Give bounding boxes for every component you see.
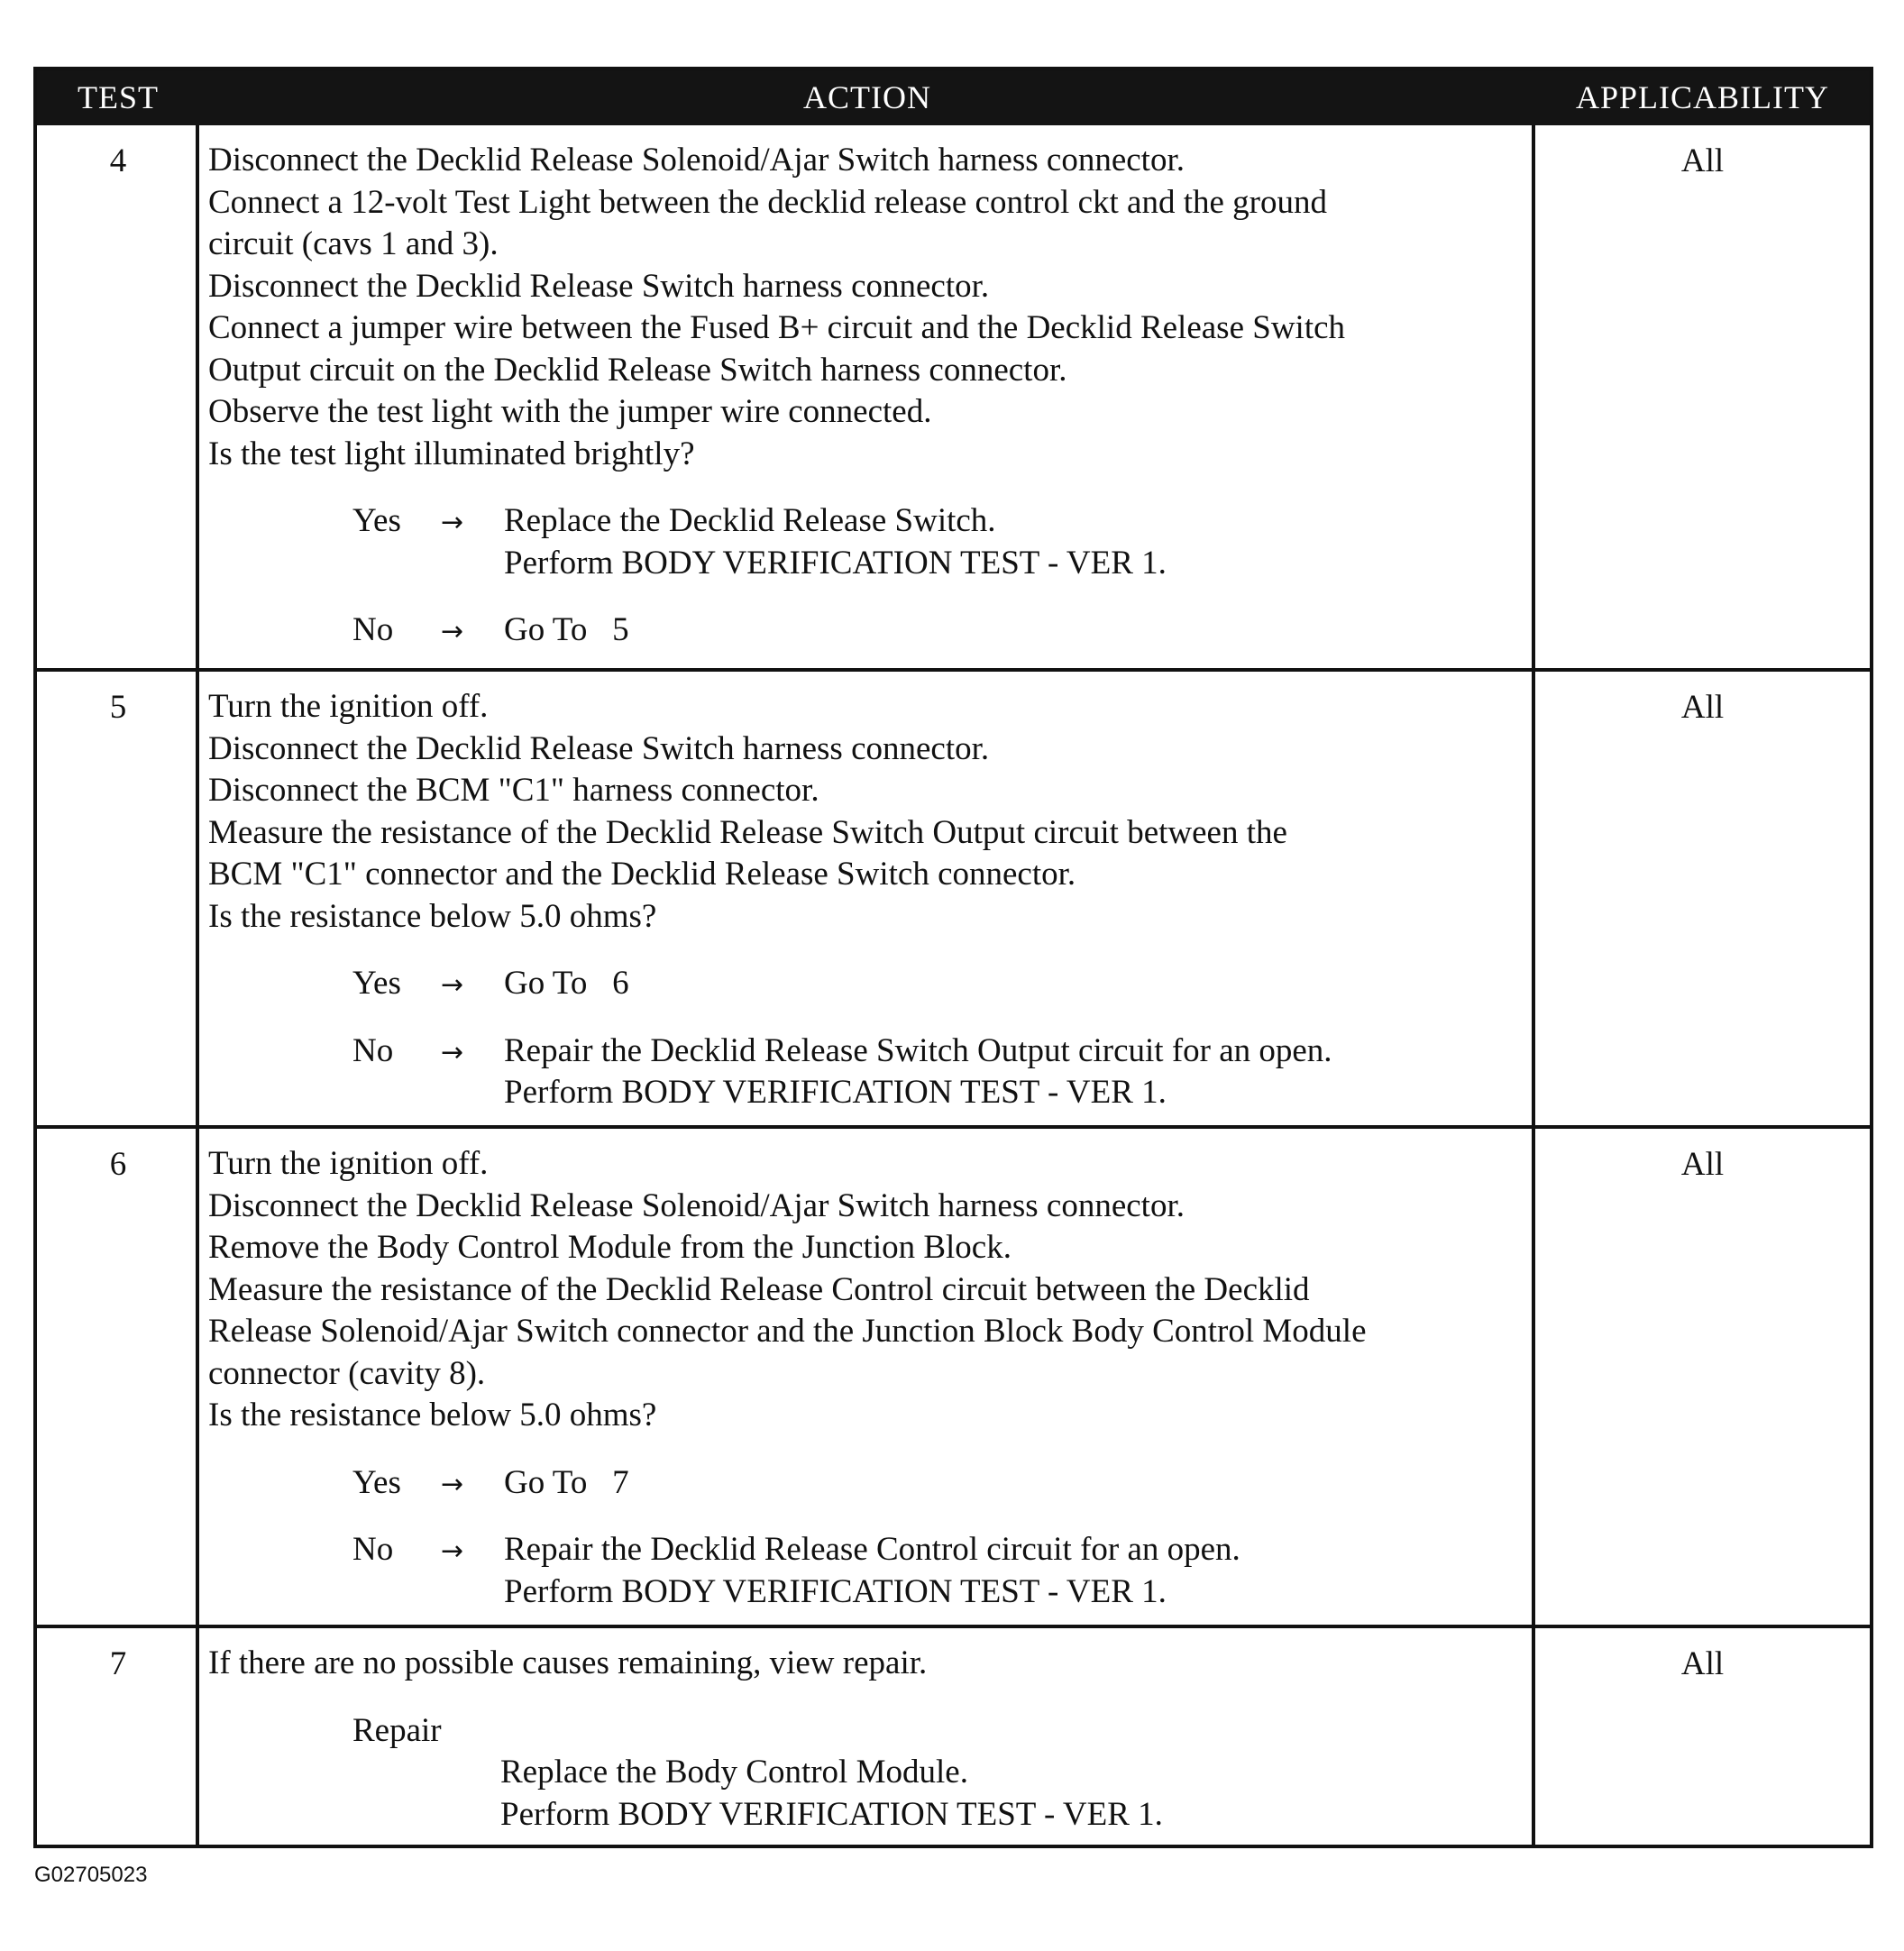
figure-id: G02705023 [34,1863,148,1887]
header-action: ACTION [803,79,931,115]
table-row [37,668,1870,1125]
yes-branch [208,963,1532,1005]
action-line: circuit (cavs 1 and 3). [208,225,499,262]
applicability-cell: All [1680,1645,1725,1682]
table-header [37,70,1870,125]
action-cell [208,1643,1532,1836]
action-line: Measure the resistance of the Decklid Release Control circuit between the Decklid [208,1270,1310,1308]
no-branch-continued [208,1571,1532,1614]
action-line: Disconnect the Decklid Release Switch harness connector. [208,267,990,305]
table-row [37,1625,1870,1845]
action-line: Disconnect the Decklid Release Solenoid/Ajar Switch harness connector. [208,142,1185,179]
yes-result: Go To 7 [504,1463,629,1501]
no-result-line2: Perform BODY VERIFICATION TEST - VER 1. [504,1074,1167,1111]
yes-result: Go To 6 [504,965,629,1002]
action-line: Output circuit on the Decklid Release Switch harness connector. [208,351,1067,389]
action-line: Measure the resistance of the Decklid Release Switch Output circuit between the [208,813,1287,851]
action-line: Disconnect the BCM "C1" harness connector. [208,772,819,809]
no-label: No [352,611,394,648]
yes-branch [208,500,1532,543]
action-line: Turn the ignition off. [208,1145,489,1182]
action-line: Is the resistance below 5.0 ohms? [208,897,657,935]
header-applicability: APPLICABILITY [1576,79,1829,115]
no-result: Go To 5 [504,611,629,648]
test-number: 7 [109,1645,127,1682]
no-branch [208,1030,1532,1073]
applicability-cell: All [1680,1146,1725,1183]
action-line: If there are no possible causes remaining, view repair. [208,1644,928,1681]
arrow-icon: → [441,969,464,1001]
action-cell [208,686,1532,1114]
yes-result-line2: Perform BODY VERIFICATION TEST - VER 1. [504,544,1167,582]
action-line: Disconnect the Decklid Release Switch harness connector. [208,729,990,767]
repair-label: Repair [352,1711,442,1749]
action-cell [208,1143,1532,1613]
yes-label: Yes [352,965,401,1002]
yes-label: Yes [352,502,401,539]
no-result-line2: Perform BODY VERIFICATION TEST - VER 1. [504,1572,1167,1610]
action-line: Is the resistance below 5.0 ohms? [208,1397,657,1433]
action-line: connector (cavity 8). [208,1354,486,1392]
no-result: Repair the Decklid Release Switch Output circuit for an open. [504,1031,1332,1069]
action-line: Is the test light illuminated brightly? [208,435,695,472]
table-row [37,1125,1870,1625]
no-branch [208,609,1532,652]
applicability-cell: All [1680,142,1725,179]
no-label: No [352,1031,394,1069]
yes-branch-continued [208,543,1532,585]
table-row [37,125,1870,668]
header-test: TEST [78,79,159,115]
action-line: Release Solenoid/Ajar Switch connector and the Junction Block Body Control Module [208,1313,1367,1350]
action-line: BCM "C1" connector and the Decklid Release Switch connector. [208,856,1076,893]
yes-label: Yes [352,1463,401,1501]
no-branch [208,1529,1532,1571]
action-line: Remove the Body Control Module from the Junction Block. [208,1229,1012,1266]
action-line: Turn the ignition off. [208,688,489,725]
no-branch-continued [208,1072,1532,1114]
yes-result: Replace the Decklid Release Switch. [504,502,996,539]
arrow-icon: → [441,507,464,538]
action-line: Observe the test light with the jumper wire connected. [208,393,932,430]
repair-line: Perform BODY VERIFICATION TEST - VER 1. [500,1795,1163,1833]
test-number: 5 [109,689,127,726]
action-line: Connect a jumper wire between the Fused B+ circuit and the Decklid Release Switch [208,309,1346,346]
action-cell [208,140,1532,652]
no-result: Repair the Decklid Release Control circuit for an open. [504,1531,1240,1568]
test-number: 4 [109,142,127,179]
arrow-icon: → [441,616,464,647]
arrow-icon: → [441,1036,464,1068]
diagnostic-table [33,67,1873,1848]
arrow-icon: → [441,1535,464,1567]
arrow-icon: → [441,1468,464,1500]
repair-line: Replace the Body Control Module. [500,1754,968,1791]
test-number: 6 [109,1146,127,1183]
no-label: No [352,1531,394,1568]
action-line: Connect a 12-volt Test Light between the decklid release control ckt and the ground [208,183,1327,221]
yes-branch [208,1462,1532,1505]
applicability-cell: All [1680,689,1725,726]
action-line: Disconnect the Decklid Release Solenoid/Ajar Switch harness connector. [208,1186,1185,1224]
